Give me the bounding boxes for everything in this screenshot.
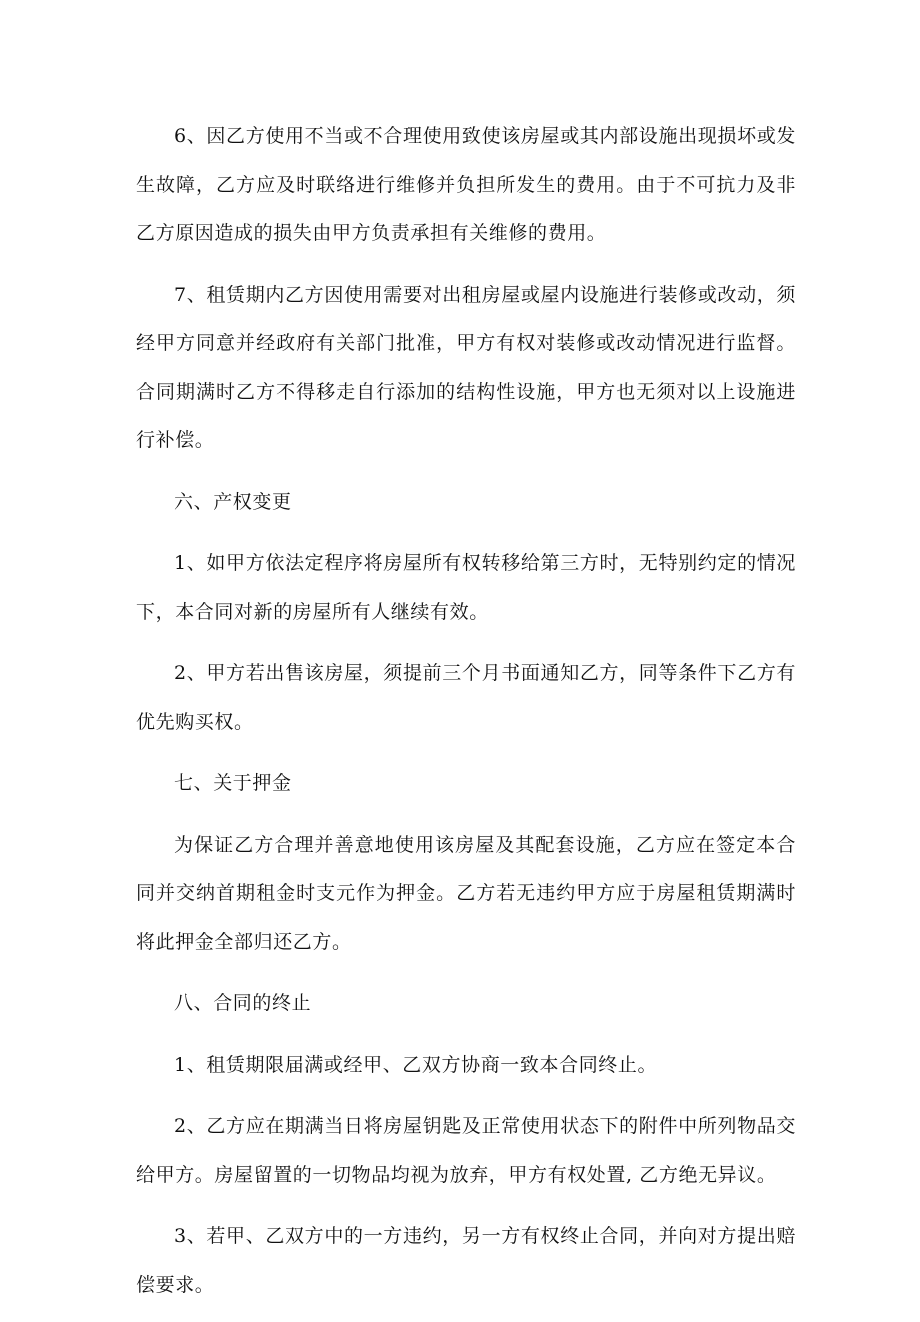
deposit-paragraph: 为保证乙方合理并善意地使用该房屋及其配套设施，乙方应在签定本合同并交纳首期租金时支元作为押金。乙方若无违约甲方应于房屋租赁期满时将此押金全部归还乙方。 — [136, 833, 796, 953]
section-heading-termination: 八、合同的终止 — [174, 992, 312, 1014]
document-page — [136, 112, 796, 1322]
section-heading-deposit: 七、关于押金 — [174, 772, 292, 794]
termination-clause-1: 1、租赁期限届满或经甲、乙双方协商一致本合同终止。 — [174, 1053, 658, 1076]
property-change-clause-2: 2、甲方若出售该房屋，须提前三个月书面通知乙方，同等条件下乙方有优先购买权。 — [136, 662, 796, 733]
clause-7-paragraph: 7、租赁期内乙方因使用需要对出租房屋或屋内设施进行装修或改动，须经甲方同意并经政府有关部门批准，甲方有权对装修或改动情况进行监督。合同期满时乙方不得移走自行添加的结构性设施，甲方也无须对以上设施进行补偿。 — [136, 283, 796, 451]
property-change-clause-1: 1、如甲方依法定程序将房屋所有权转移给第三方时，无特别约定的情况下，本合同对新的房屋所有人继续有效。 — [136, 552, 796, 623]
section-heading-property-change: 六、产权变更 — [174, 490, 292, 513]
clause-6-paragraph: 6、因乙方使用不当或不合理使用致使该房屋或其内部设施出现损坏或发生故障，乙方应及时联络进行维修并负担所发生的费用。由于不可抗力及非乙方原因造成的损失由甲方负责承担有关维修的费用。 — [136, 125, 796, 244]
termination-clause-2: 2、乙方应在期满当日将房屋钥匙及正常使用状态下的附件中所列物品交给甲方。房屋留置的一切物品均视为放弃，甲方有权处置, 乙方绝无异议。 — [136, 1115, 796, 1186]
termination-clause-3: 3、若甲、乙双方中的一方违约，另一方有权终止合同，并向对方提出赔偿要求。 — [136, 1225, 796, 1296]
